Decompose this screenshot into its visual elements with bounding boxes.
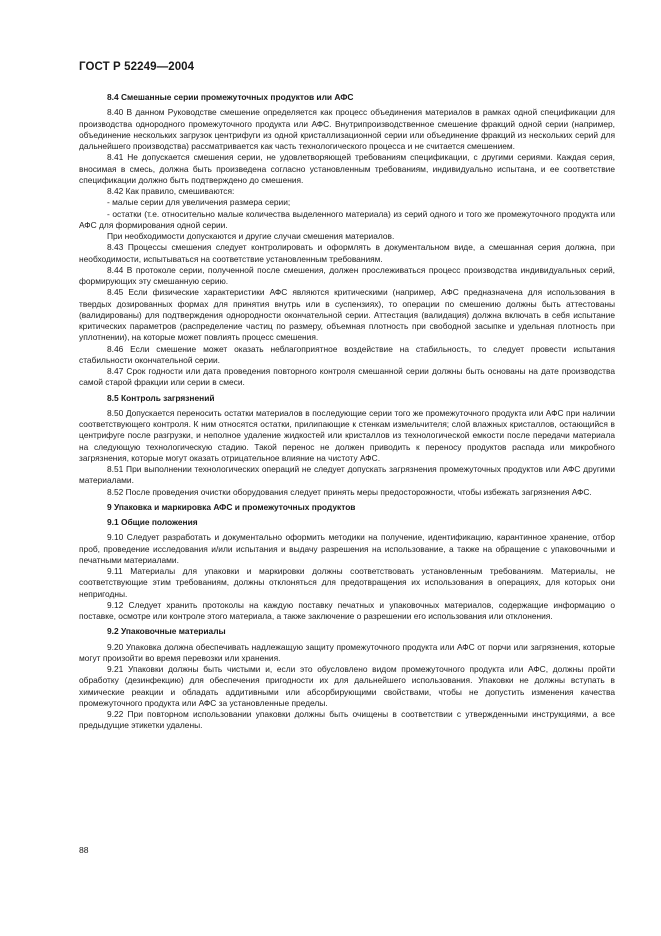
section-heading-9-2: 9.2 Упаковочные материалы: [107, 626, 226, 637]
paragraph-9-10: 9.10 Следует разработать и документально оформить методики на получение, идентификацию, карантинное хранение, отбор проб, проведение исследования и/или испытания и выдачу разрешения на использование, а также на обращение с упаковочными и печатными материалами.: [79, 532, 615, 565]
paragraph-8-51: 8.51 При выполнении технологических операций не следует допускать загрязнения промежуточных продуктов или АФС другими материалами.: [79, 464, 615, 486]
paragraph-8-42-note: При необходимости допускаются и другие случаи смешения материалов.: [107, 231, 395, 241]
paragraph-8-40: 8.40 В данном Руководстве смешение определяется как процесс объединения материалов в рамках одной спецификации для производства однородного промежуточного продукта или АФС. Внутрипроизводственное смешение фракций одной серии (например, объединение нескольких загрузок центрифуги из одной кристаллизационной серии или объединение фракций из нескольких серий для дальнейшего производства) рассматривается как часть технологического процесса и не считается смешением.: [79, 107, 615, 151]
paragraph-9-11: 9.11 Материалы для упаковки и маркировки должны соответствовать установленным требованиям. Материалы, не соответствующие этим требованиям, должны отклоняться для предотвращения их использования в операциях, для которых они непригодны.: [79, 566, 615, 599]
paragraph-8-45: 8.45 Если физические характеристики АФС являются критическими (например, АФС предназначена для использования в твердых дозированных формах для принятия внутрь или в суспензиях), то операции по смешению должны быть аттестованы (валидированы) для подтверждения однородности окончательной серии. Аттестация (валидация) должна включать в себя испытание критических параметров (распределение частиц по размеру, объемная плотность при свободной засыпке и удельная плотность при уплотнении), на которые может повлиять процесс смешения.: [79, 287, 615, 343]
page-number: 88: [79, 845, 89, 855]
list-item-small-batches: - малые серии для увеличения размера серии;: [107, 197, 291, 208]
paragraph-9-22: 9.22 При повторном использовании упаковки должны быть очищены в соответствии с утвержденными инструкциями, а все предыдущие этикетки удалены.: [79, 709, 615, 731]
paragraph-8-50: 8.50 Допускается переносить остатки материалов в последующие серии того же промежуточного продукта или АФС при наличии соответствующего контроля. К ним относятся остатки, прилипающие к стенкам измельчителя; слой влажных кристаллов, остающийся в центрифуге после разгрузки, и неполное удаление жидкостей или кристаллов из технологической емкости после передачи материала на следующую технологическую стадию. Такой перенос не должен приводить к переносу продуктов распада или микробного загрязнения, которые могут оказать отрицательное влияние на чистоту АФС.: [79, 407, 615, 463]
section-heading-9-1: 9.1 Общие положения: [107, 517, 198, 527]
paragraph-8-41: 8.41 Не допускается смешения серии, не удовлетворяющей требованиям спецификации, с другими сериями. Каждая серия, вносимая в смесь, должна быть произведена согласно установленным требованиям, индивидуально испытана, и ее соответствие спецификации должно быть подтверждено до смешения.: [79, 152, 615, 185]
standard-header: ГОСТ Р 52249—2004: [79, 61, 195, 73]
section-heading-9: 9 Упаковка и маркировка АФС и промежуточных продуктов: [107, 501, 356, 512]
list-item-residues: - остатки (т.е. относительно малые количества выделенного материала) из серий одного и того же промежуточного продукта или АФС для формирования одной серии.: [79, 208, 615, 230]
section-heading-8-5: 8.5 Контроль загрязнений: [107, 392, 215, 403]
paragraph-8-44: 8.44 В протоколе серии, полученной после смешения, должен прослеживаться процесс производства индивидуальных серий, формирующих эту смешанную серию.: [79, 264, 615, 286]
paragraph-8-42: 8.42 Как правило, смешиваются:: [107, 186, 235, 196]
paragraph-9-20: 9.20 Упаковка должна обеспечивать надлежащую защиту промежуточного продукта или АФС от порчи или загрязнения, которые могут произойти во время перевозки или хранения.: [79, 641, 615, 663]
paragraph-9-21: 9.21 Упаковки должны быть чистыми и, если это обусловлено видом промежуточного продукта или АФС, должны пройти обработку (дезинфекцию) для обеспечения пригодности их для дальнейшего использования. Упаковки не должны вступать в химические реакции и обладать аддитивными или абсорбирующими свойствами, чтобы не допустить изменения качества промежуточного продукта или АФС за установленные пределы.: [79, 664, 615, 708]
document-body: [79, 92, 615, 732]
paragraph-8-52: 8.52 После проведения очистки оборудования следует принять меры предосторожности, чтобы избежать загрязнения АФС.: [107, 486, 592, 497]
paragraph-8-46: 8.46 Если смешение может оказать неблагоприятное воздействие на стабильность, то следует провести испытания стабильности окончательной серии.: [79, 343, 615, 365]
paragraph-9-12: 9.12 Следует хранить протоколы на каждую поставку печатных и упаковочных материалов, содержащие информацию о поставке, осмотре или контроле этого материала, а также заключение о разрешении его использования или отклонения.: [79, 599, 615, 621]
section-heading-8-4: 8.4 Смешанные серии промежуточных продуктов или АФС: [107, 92, 354, 102]
paragraph-8-43: 8.43 Процессы смешения следует контролировать и оформлять в документальном виде, а смешанная серия должна, при необходимости, испытываться на соответствие установленным требованиям.: [79, 242, 615, 264]
paragraph-8-47: 8.47 Срок годности или дата проведения повторного контроля смешанной серии должны быть основаны на дате производства самой старой фракции или серии в смеси.: [79, 366, 615, 388]
